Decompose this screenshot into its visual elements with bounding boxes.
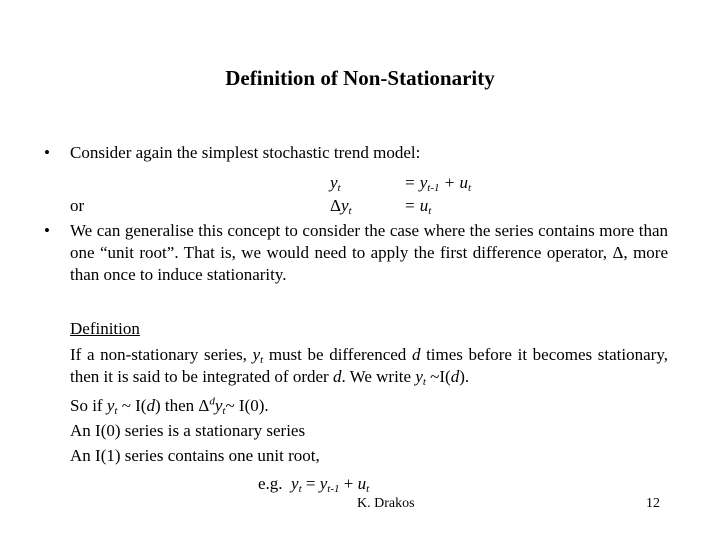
example-equation: e.g. $y_t = y_{t-1} + u_t$ xyxy=(258,474,370,495)
footer-author: K. Drakos xyxy=(357,496,415,511)
eq1-lhs: $y_t$ xyxy=(330,173,341,194)
or-label: or xyxy=(70,196,85,215)
eq1-rhs: = $y_{t-1} + u_t$ xyxy=(404,173,472,194)
definition-paragraph: If a non-stationary series, $y_t$ must be differenced d times before it becomes stationary, then it is said to be integrated of order d. We write $y_t$ ~I(d). xyxy=(70,345,668,388)
definition-line-so-if: So if $y_t$ ~ I(d) then $\Delta^dy_t\sim$ I(0). xyxy=(70,395,269,417)
footer-page-number: 12 xyxy=(646,496,660,511)
eq2-lhs: $\Delta y_t$ xyxy=(330,196,352,217)
slide-title: Definition of Non-Stationarity xyxy=(225,66,495,90)
bullet-marker-1: • xyxy=(44,143,50,162)
definition-line-i0: An I(0) series is a stationary series xyxy=(70,421,306,440)
bullet2-text: We can generalise this concept to consider the case where the series contains more than one “unit root”. That is, we would need to apply the first difference operator, Δ, more than once to induce stationarity. xyxy=(70,221,668,284)
bullet-marker-2: • xyxy=(44,221,50,240)
eq2-rhs: = $u_t$ xyxy=(404,196,432,217)
bullet1-text: Consider again the simplest stochastic trend model: xyxy=(70,143,421,162)
definition-heading: Definition xyxy=(70,319,140,338)
definition-line-i1: An I(1) series contains one unit root, xyxy=(70,446,320,465)
